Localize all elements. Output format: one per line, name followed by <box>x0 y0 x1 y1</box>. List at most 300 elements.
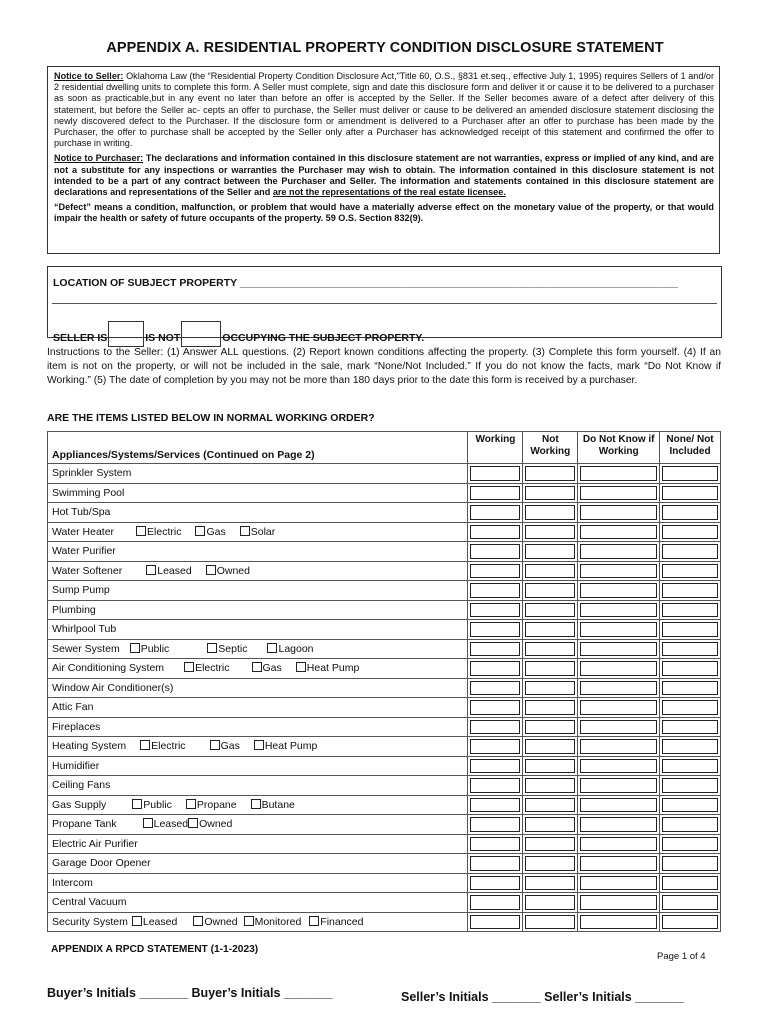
answer-box-do-not-know[interactable] <box>580 583 657 598</box>
seller-initials: Seller’s Initials _______ Seller’s Initials _______ <box>401 990 684 1004</box>
answer-box-none-not-included[interactable] <box>662 466 718 481</box>
option-checkbox[interactable] <box>252 662 262 672</box>
item-cell <box>48 620 468 640</box>
answer-box-not-working[interactable] <box>525 525 575 540</box>
answer-box-not-working[interactable] <box>525 583 575 598</box>
table-row <box>48 561 721 581</box>
answer-cell-not-working <box>523 639 578 659</box>
option-label: Owned <box>199 818 233 831</box>
answer-box-not-working[interactable] <box>525 622 575 637</box>
table-row <box>48 620 721 640</box>
answer-box-not-working[interactable] <box>525 466 575 481</box>
item-label: Sump Pump <box>52 584 110 597</box>
answer-cell-not-working <box>523 600 578 620</box>
item-label: Ceiling Fans <box>52 779 111 792</box>
answer-cell-working <box>468 776 523 796</box>
answer-box-working[interactable] <box>470 525 520 540</box>
answer-box-do-not-know[interactable] <box>580 895 657 910</box>
option-checkbox[interactable] <box>143 818 153 828</box>
item-label: Window Air Conditioner(s) <box>52 681 174 694</box>
table-row <box>48 834 721 854</box>
answer-box-do-not-know[interactable] <box>580 759 657 774</box>
answer-cell-do-not-know <box>578 581 660 601</box>
items-table <box>47 431 721 932</box>
header-appliances: Appliances/Systems/Services (Continued on Page 2) <box>48 432 468 464</box>
answer-cell-none-not-included <box>660 912 721 932</box>
option <box>207 643 247 655</box>
option-label: Owned <box>216 564 250 577</box>
answer-box-not-working[interactable] <box>525 759 575 774</box>
answer-box-do-not-know[interactable] <box>580 681 657 696</box>
answer-cell-none-not-included <box>660 581 721 601</box>
item-cell <box>48 581 468 601</box>
answer-box-none-not-included[interactable] <box>662 642 718 657</box>
option-checkbox[interactable] <box>309 916 319 926</box>
item-label: Security System <box>52 915 128 928</box>
item-label: Electric Air Purifier <box>52 837 138 850</box>
answer-box-not-working[interactable] <box>525 778 575 793</box>
answer-box-none-not-included[interactable] <box>662 798 718 813</box>
option-checkbox[interactable] <box>251 799 261 809</box>
answer-cell-none-not-included <box>660 659 721 679</box>
option <box>130 643 170 655</box>
occupancy-row <box>53 321 424 347</box>
answer-box-none-not-included[interactable] <box>662 915 718 930</box>
option-label: Lagoon <box>278 642 314 655</box>
answer-cell-not-working <box>523 912 578 932</box>
table-row <box>48 873 721 893</box>
table-row <box>48 581 721 601</box>
option <box>146 565 191 577</box>
location-line[interactable] <box>52 303 717 304</box>
table-row <box>48 756 721 776</box>
answer-cell-working <box>468 503 523 523</box>
answer-cell-not-working <box>523 776 578 796</box>
answer-box-do-not-know[interactable] <box>580 700 657 715</box>
answer-cell-not-working <box>523 756 578 776</box>
answer-box-none-not-included[interactable] <box>662 564 718 579</box>
item-label: Humidifier <box>52 759 100 772</box>
item-cell <box>48 503 468 523</box>
option-checkbox[interactable] <box>206 565 216 575</box>
table-row <box>48 912 721 932</box>
answer-cell-do-not-know <box>578 542 660 562</box>
option <box>206 565 250 577</box>
answer-box-do-not-know[interactable] <box>580 778 657 793</box>
answer-box-none-not-included[interactable] <box>662 544 718 559</box>
answer-cell-do-not-know <box>578 893 660 913</box>
answer-cell-none-not-included <box>660 717 721 737</box>
item-label: Swimming Pool <box>52 486 125 499</box>
answer-box-do-not-know[interactable] <box>580 525 657 540</box>
answer-box-do-not-know[interactable] <box>580 642 657 657</box>
item-cell <box>48 717 468 737</box>
table-row <box>48 854 721 874</box>
item-label: Heating System <box>52 740 127 753</box>
answer-box-working[interactable] <box>470 642 520 657</box>
answer-box-none-not-included[interactable] <box>662 603 718 618</box>
answer-box-do-not-know[interactable] <box>580 856 657 871</box>
item-cell <box>48 737 468 757</box>
option <box>143 818 188 830</box>
table-row <box>48 542 721 562</box>
answer-box-working[interactable] <box>470 583 520 598</box>
answer-cell-do-not-know <box>578 854 660 874</box>
page-title: APPENDIX A. RESIDENTIAL PROPERTY CONDITION DISCLOSURE STATEMENT <box>106 40 664 56</box>
answer-cell-none-not-included <box>660 795 721 815</box>
answer-cell-do-not-know <box>578 873 660 893</box>
answer-cell-do-not-know <box>578 483 660 503</box>
option <box>252 662 282 674</box>
answer-cell-not-working <box>523 893 578 913</box>
table-row <box>48 795 721 815</box>
answer-box-none-not-included[interactable] <box>662 622 718 637</box>
answer-box-working[interactable] <box>470 798 520 813</box>
option-label: Gas <box>220 740 240 753</box>
answer-cell-none-not-included <box>660 893 721 913</box>
answer-box-do-not-know[interactable] <box>580 720 657 735</box>
answer-cell-none-not-included <box>660 600 721 620</box>
answer-box-working[interactable] <box>470 915 520 930</box>
item-cell <box>48 698 468 718</box>
option <box>244 916 302 928</box>
notice-purchaser-text: The declarations and information contained in this disclosure statement are not warranties, express or implied of any kind, and are not a substitute for any inspections or warranties the Purchaser may wish to obtain. The information contained in this disclosure statement is not intended to be a part of any contract between the Purchaser and Seller. The information and statements contained in this disclosure statement are declarations and representations of the Seller and <box>54 153 714 198</box>
answer-cell-do-not-know <box>578 522 660 542</box>
answer-cell-do-not-know <box>578 717 660 737</box>
option-checkbox[interactable] <box>267 643 277 653</box>
answer-box-not-working[interactable] <box>525 564 575 579</box>
item-cell <box>48 815 468 835</box>
answer-cell-do-not-know <box>578 815 660 835</box>
answer-cell-working <box>468 737 523 757</box>
table-row <box>48 464 721 484</box>
answer-box-not-working[interactable] <box>525 895 575 910</box>
answer-box-working[interactable] <box>470 544 520 559</box>
option-checkbox[interactable] <box>210 740 220 750</box>
answer-cell-working <box>468 464 523 484</box>
answer-cell-working <box>468 483 523 503</box>
option-checkbox[interactable] <box>130 643 140 653</box>
answer-cell-none-not-included <box>660 561 721 581</box>
answer-box-none-not-included[interactable] <box>662 525 718 540</box>
answer-box-do-not-know[interactable] <box>580 544 657 559</box>
statement-footer: APPENDIX A RPCD STATEMENT (1-1-2023) <box>51 944 259 955</box>
answer-box-none-not-included[interactable] <box>662 778 718 793</box>
answer-box-working[interactable] <box>470 876 520 891</box>
option-label: Gas <box>262 662 282 675</box>
answer-cell-not-working <box>523 698 578 718</box>
answer-box-none-not-included[interactable] <box>662 661 718 676</box>
option-checkbox[interactable] <box>193 916 203 926</box>
answer-box-do-not-know[interactable] <box>580 661 657 676</box>
answer-cell-not-working <box>523 659 578 679</box>
option-checkbox[interactable] <box>136 526 146 536</box>
answer-cell-not-working <box>523 581 578 601</box>
answer-box-not-working[interactable] <box>525 642 575 657</box>
option-label: Leased <box>142 915 178 928</box>
answer-box-none-not-included[interactable] <box>662 837 718 852</box>
option-checkbox[interactable] <box>240 526 250 536</box>
answer-cell-working <box>468 678 523 698</box>
answer-cell-none-not-included <box>660 854 721 874</box>
option-label: Heat Pump <box>264 740 318 753</box>
answer-box-working[interactable] <box>470 817 520 832</box>
answer-box-not-working[interactable] <box>525 544 575 559</box>
answer-box-working[interactable] <box>470 837 520 852</box>
notice-seller-text: Oklahoma Law (the “Residential Property Condition Disclosure Act,”Title 60, O.S., §831 et.seq., effective July 1, 1995) requires Sellers of 1 and/or 2 residential dwelling units to complete this form. A Seller must complete, sign and date this disclosure form and deliver it or cause it to be delivered to a purchaser as soon as practicable,but in any event no later than before an offer is accepted by the Seller. If the Seller becomes aware of a defect after delivery of this statement, but before the Seller ac- cepts an offer to purchase, the Seller must deliver or cause to be delivered an amended disclosure statement disclosing the newly discovered defect to the Purchaser. If the disclosure form or amendment is delivered to a Purchaser after an offer to purchase has been made by the Purchaser, the offer to purchase shall be accepted by the Seller only after a Purchaser has acknowledged receipt of this statement and confirmed the offer to purchase in writing. <box>54 71 715 149</box>
option <box>251 799 295 811</box>
item-label: Whirlpool Tub <box>52 623 117 636</box>
option <box>267 643 313 655</box>
item-label: Hot Tub/Spa <box>52 506 111 519</box>
answer-box-none-not-included[interactable] <box>662 505 718 520</box>
answer-cell-none-not-included <box>660 815 721 835</box>
answer-box-none-not-included[interactable] <box>662 817 718 832</box>
option <box>132 799 172 811</box>
answer-cell-do-not-know <box>578 639 660 659</box>
item-cell <box>48 483 468 503</box>
answer-box-do-not-know[interactable] <box>580 466 657 481</box>
answer-box-working[interactable] <box>470 661 520 676</box>
notice-seller-label: Notice to Seller: <box>54 71 124 81</box>
answer-cell-not-working <box>523 854 578 874</box>
page-number: Page 1 of 4 <box>657 951 706 962</box>
item-cell <box>48 873 468 893</box>
option-checkbox[interactable] <box>132 916 142 926</box>
item-cell <box>48 464 468 484</box>
option <box>195 526 225 538</box>
answer-box-working[interactable] <box>470 681 520 696</box>
answer-cell-working <box>468 717 523 737</box>
item-label: Intercom <box>52 876 93 889</box>
option <box>140 740 185 752</box>
answer-box-working[interactable] <box>470 895 520 910</box>
answer-box-do-not-know[interactable] <box>580 486 657 501</box>
item-cell <box>48 522 468 542</box>
option-checkbox[interactable] <box>188 818 198 828</box>
option-label: Monitored <box>254 915 302 928</box>
answer-box-not-working[interactable] <box>525 681 575 696</box>
option-checkbox[interactable] <box>195 526 205 536</box>
answer-box-not-working[interactable] <box>525 837 575 852</box>
item-cell <box>48 561 468 581</box>
answer-cell-none-not-included <box>660 737 721 757</box>
occupying-label: OCCUPYING THE SUBJECT PROPERTY. <box>222 332 425 344</box>
item-label: Water Softener <box>52 564 123 577</box>
answer-box-not-working[interactable] <box>525 700 575 715</box>
option <box>132 916 177 928</box>
answer-box-do-not-know[interactable] <box>580 798 657 813</box>
answer-cell-do-not-know <box>578 756 660 776</box>
answer-box-none-not-included[interactable] <box>662 739 718 754</box>
answer-box-working[interactable] <box>470 486 520 501</box>
option-checkbox[interactable] <box>296 662 306 672</box>
location-label: LOCATION OF SUBJECT PROPERTY ___________________________________________________________________________ <box>53 277 678 289</box>
answer-box-working[interactable] <box>470 700 520 715</box>
answer-box-none-not-included[interactable] <box>662 895 718 910</box>
answer-cell-do-not-know <box>578 464 660 484</box>
item-label: Garage Door Opener <box>52 857 151 870</box>
option-checkbox[interactable] <box>254 740 264 750</box>
answer-box-working[interactable] <box>470 466 520 481</box>
answer-box-none-not-included[interactable] <box>662 720 718 735</box>
answer-cell-working <box>468 600 523 620</box>
answer-box-none-not-included[interactable] <box>662 700 718 715</box>
answer-cell-working <box>468 854 523 874</box>
table-row <box>48 776 721 796</box>
item-cell <box>48 834 468 854</box>
answer-cell-do-not-know <box>578 678 660 698</box>
answer-cell-do-not-know <box>578 600 660 620</box>
item-label: Central Vacuum <box>52 896 127 909</box>
answer-box-working[interactable] <box>470 759 520 774</box>
item-label: Air Conditioning System <box>52 662 165 675</box>
answer-box-not-working[interactable] <box>525 915 575 930</box>
answer-cell-not-working <box>523 464 578 484</box>
answer-cell-do-not-know <box>578 776 660 796</box>
answer-cell-do-not-know <box>578 737 660 757</box>
answer-box-not-working[interactable] <box>525 603 575 618</box>
answer-box-working[interactable] <box>470 622 520 637</box>
answer-box-not-working[interactable] <box>525 486 575 501</box>
answer-box-none-not-included[interactable] <box>662 876 718 891</box>
answer-box-do-not-know[interactable] <box>580 505 657 520</box>
item-label: Plumbing <box>52 603 96 616</box>
option-label: Public <box>143 798 172 811</box>
seller-is-not-box[interactable] <box>181 321 221 347</box>
answer-cell-none-not-included <box>660 873 721 893</box>
option <box>309 916 363 928</box>
option-checkbox[interactable] <box>146 565 156 575</box>
option <box>136 526 181 538</box>
item-label: Sprinkler System <box>52 467 132 480</box>
item-cell <box>48 600 468 620</box>
table-row <box>48 737 721 757</box>
answer-box-do-not-know[interactable] <box>580 817 657 832</box>
answer-cell-do-not-know <box>578 503 660 523</box>
answer-box-none-not-included[interactable] <box>662 681 718 696</box>
answer-box-working[interactable] <box>470 603 520 618</box>
option-checkbox[interactable] <box>184 662 194 672</box>
answer-box-none-not-included[interactable] <box>662 583 718 598</box>
answer-box-not-working[interactable] <box>525 817 575 832</box>
answer-cell-none-not-included <box>660 483 721 503</box>
answer-box-working[interactable] <box>470 505 520 520</box>
option-checkbox[interactable] <box>132 799 142 809</box>
answer-box-not-working[interactable] <box>525 739 575 754</box>
answer-box-working[interactable] <box>470 856 520 871</box>
table-row <box>48 503 721 523</box>
answer-box-do-not-know[interactable] <box>580 564 657 579</box>
option-checkbox[interactable] <box>140 740 150 750</box>
option <box>254 740 318 752</box>
answer-box-not-working[interactable] <box>525 505 575 520</box>
item-cell <box>48 542 468 562</box>
item-cell <box>48 756 468 776</box>
option-checkbox[interactable] <box>186 799 196 809</box>
table-row <box>48 483 721 503</box>
answer-box-do-not-know[interactable] <box>580 739 657 754</box>
option-checkbox[interactable] <box>244 916 254 926</box>
answer-box-none-not-included[interactable] <box>662 759 718 774</box>
table-row <box>48 717 721 737</box>
answer-cell-not-working <box>523 542 578 562</box>
answer-box-working[interactable] <box>470 778 520 793</box>
answer-box-working[interactable] <box>470 720 520 735</box>
answer-cell-working <box>468 581 523 601</box>
answer-cell-not-working <box>523 620 578 640</box>
option-label: Propane <box>196 798 237 811</box>
answer-cell-not-working <box>523 522 578 542</box>
answer-box-do-not-know[interactable] <box>580 622 657 637</box>
option-label: Leased <box>157 564 192 577</box>
answer-box-working[interactable] <box>470 739 520 754</box>
option <box>240 526 276 538</box>
answer-box-do-not-know[interactable] <box>580 915 657 930</box>
answer-cell-none-not-included <box>660 678 721 698</box>
answer-box-working[interactable] <box>470 564 520 579</box>
header-none-not-included: None/ Not Included <box>660 432 721 464</box>
answer-box-not-working[interactable] <box>525 876 575 891</box>
answer-cell-working <box>468 561 523 581</box>
item-cell <box>48 678 468 698</box>
answer-cell-none-not-included <box>660 698 721 718</box>
answer-cell-working <box>468 698 523 718</box>
answer-cell-none-not-included <box>660 620 721 640</box>
option-label: Electric <box>151 740 186 753</box>
answer-cell-not-working <box>523 717 578 737</box>
option-label: Electric <box>147 525 182 538</box>
answer-box-do-not-know[interactable] <box>580 603 657 618</box>
instructions: Instructions to the Seller: (1) Answer ALL questions. (2) Report known conditions affecting the property. (3) Complete this form yourself. (4) If an item is not on the property, or will not be included in the sale, mark “None/Not Included.” If you do not know the facts, mark “Do Not Know if Working.” (5) The date of completion by you may not be more than 180 days prior to the date this form is received by a purchaser. <box>47 347 721 386</box>
table-row <box>48 639 721 659</box>
header-not-working: Not Working <box>523 432 578 464</box>
location-box <box>47 266 722 344</box>
defect-definition: “Defect” means a condition, malfunction, or problem that would have a materially adverse effect on the monetary value of the property, or that would impair the health or safety of future occupants of the property. 59 O.S. Section 832(9). <box>54 202 714 224</box>
answer-cell-not-working <box>523 561 578 581</box>
answer-cell-working <box>468 756 523 776</box>
answer-box-not-working[interactable] <box>525 720 575 735</box>
table-row <box>48 893 721 913</box>
answer-cell-working <box>468 659 523 679</box>
answer-box-not-working[interactable] <box>525 856 575 871</box>
seller-is-label: SELLER IS <box>53 332 108 344</box>
option-label: Electric <box>195 662 230 675</box>
answer-cell-none-not-included <box>660 776 721 796</box>
option <box>296 662 360 674</box>
table-row <box>48 600 721 620</box>
is-not-label: IS NOT <box>145 332 181 344</box>
option-checkbox[interactable] <box>207 643 217 653</box>
answer-cell-none-not-included <box>660 503 721 523</box>
answer-box-not-working[interactable] <box>525 661 575 676</box>
answer-box-none-not-included[interactable] <box>662 856 718 871</box>
answer-box-do-not-know[interactable] <box>580 837 657 852</box>
answer-cell-do-not-know <box>578 698 660 718</box>
answer-cell-do-not-know <box>578 659 660 679</box>
seller-is-box[interactable] <box>108 321 144 347</box>
option-label: Solar <box>250 525 276 538</box>
option <box>193 916 237 928</box>
notice-to-seller <box>54 71 714 149</box>
answer-cell-working <box>468 522 523 542</box>
answer-box-not-working[interactable] <box>525 798 575 813</box>
answer-box-none-not-included[interactable] <box>662 486 718 501</box>
item-cell <box>48 639 468 659</box>
option-label: Septic <box>218 642 248 655</box>
answer-box-do-not-know[interactable] <box>580 876 657 891</box>
answer-cell-not-working <box>523 834 578 854</box>
